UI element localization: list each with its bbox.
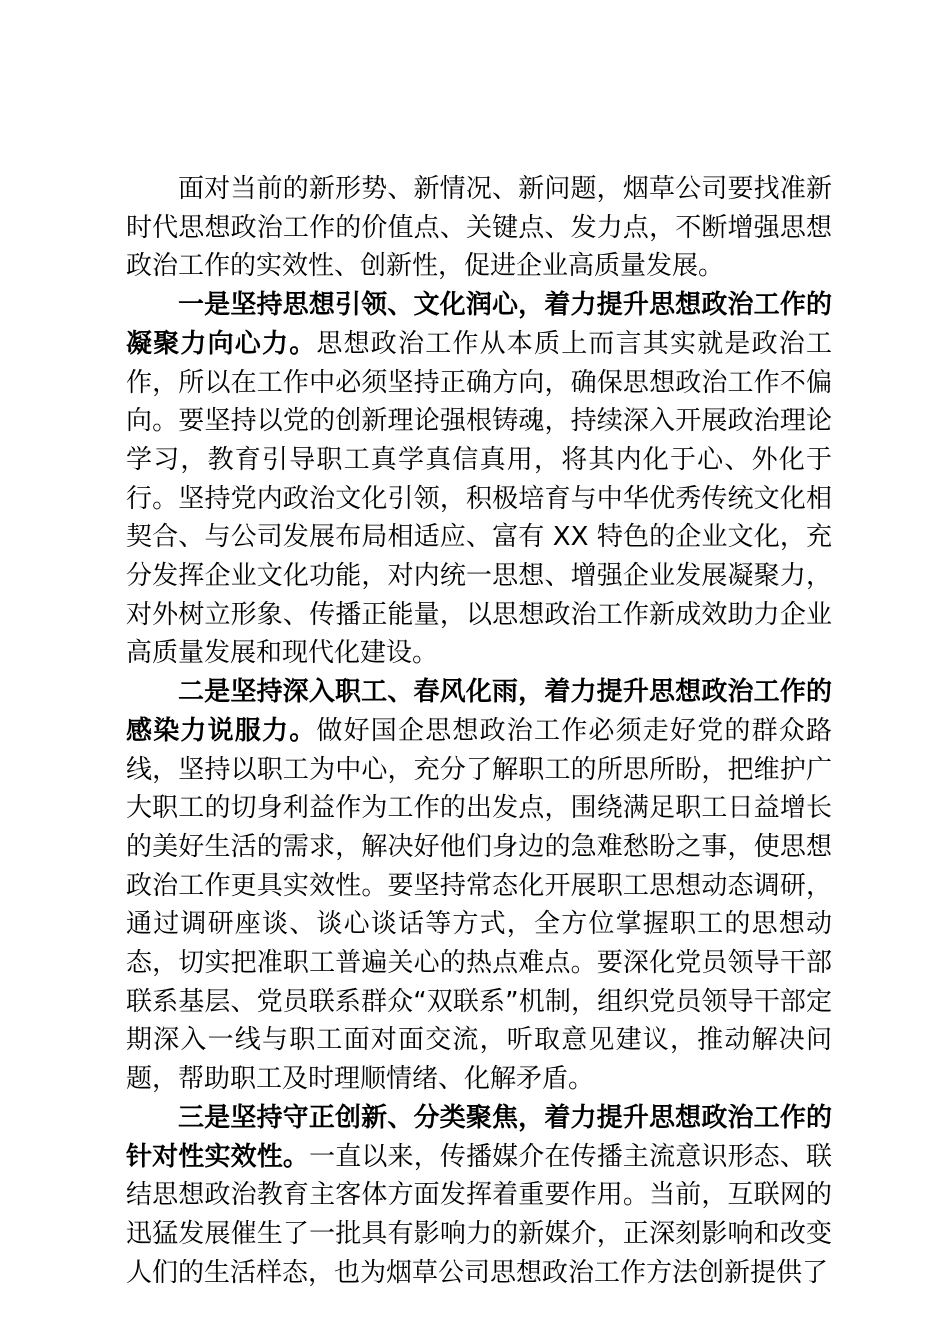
paragraph-lead: 一是坚持思想引领、文化润心，着力提升思想政治工作的凝聚力向心力。 (126, 290, 832, 359)
document-page (126, 170, 832, 1292)
paragraph-point-3 (126, 1099, 832, 1293)
paragraph-body: 做好国企思想政治工作必须走好党的群众路线，坚持以职工为中心，充分了解职工的所思所盼，把维护广大职工的切身利益作为工作的出发点，围绕满足职工日益增长的美好生活的需求，解决好他们身边的急难愁盼之事，使思想政治工作更具实效性。要坚持常态化开展职工思想动态调研，通过调研座谈、谈心谈话等方式，全方位掌握职工的思想动态，切实把准职工普遍关心的热点难点。要深化党员领导干部联系基层、党员联系群众“双联系”机制，组织党员领导干部定期深入一线与职工面对面交流，听取意见建议，推动解决问题，帮助职工及时理顺情绪、化解矛盾。 (126, 715, 832, 1095)
paragraph-intro (126, 170, 832, 286)
paragraph-point-2 (126, 673, 832, 1099)
paragraph-body: 一直以来，传播媒介在传播主流意识形态、联结思想政治教育主客体方面发挥着重要作用。当前，互联网的迅猛发展催生了一批具有影响力的新媒介，正深刻影响和改变人们的生活样态，也为烟草公司思想政治工作方法创新提供了 (126, 1141, 832, 1288)
paragraph-body: 思想政治工作从本质上而言其实就是政治工作，所以在工作中必须坚持正确方向，确保思想政治工作不偏向。要坚持以党的创新理论强根铸魂，持续深入开展政治理论学习，教育引导职工真学真信真用，将其内化于心、外化于行。坚持党内政治文化引领，积极培育与中华优秀传统文化相契合、与公司发展布局相适应、富有 XX 特色的企业文化，充分发挥企业文化功能，对内统一思想、增强企业发展凝聚力，对外树立形象、传播正能量，以思想政治工作新成效助力企业高质量发展和现代化建设。 (126, 328, 832, 669)
paragraph-point-1 (126, 286, 832, 673)
paragraph-lead: 三是坚持守正创新、分类聚焦，着力提升思想政治工作的针对性实效性。 (126, 1102, 832, 1172)
paragraph-body: 面对当前的新形势、新情况、新问题，烟草公司要找准新时代思想政治工作的价值点、关键点、发力点，不断增强思想政治工作的实效性、创新性，促进企业高质量发展。 (126, 174, 832, 282)
paragraph-lead: 二是坚持深入职工、春风化雨，着力提升思想政治工作的感染力说服力。 (126, 677, 832, 746)
